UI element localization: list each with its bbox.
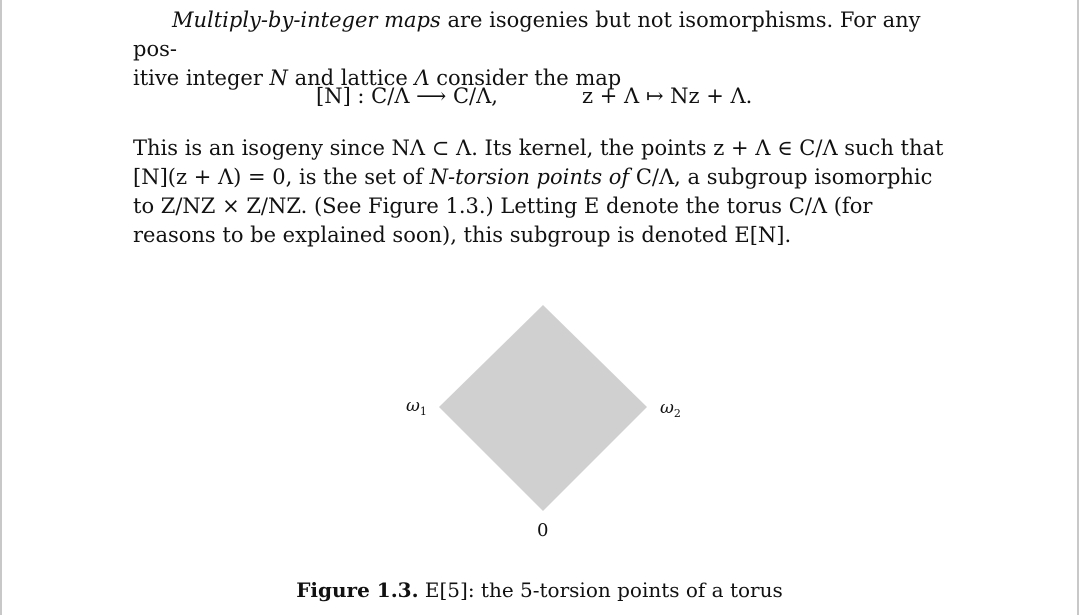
page-frame-left: [0, 0, 2, 615]
origin-label: 0: [537, 520, 549, 541]
omega2-label: $\omega_2$: [660, 398, 681, 420]
caption-text: E[5]: the 5-torsion points of a torus: [418, 578, 783, 602]
equation-map-definition: [N] : C/Λ ⟶ C/Λ,: [316, 84, 498, 108]
term-torsion-points: N-torsion points of: [429, 165, 630, 189]
paragraph-multiply-maps: Multiply-by-integer maps are isogenies but not isomorphisms. For any pos- itive integer N and lattice Λ consider the map: [133, 8, 921, 90]
figure-caption: [0, 578, 1079, 602]
equation-map-formula: z + Λ ↦ Nz + Λ.: [582, 84, 753, 108]
fundamental-parallelogram: [439, 305, 647, 511]
paragraph-isogeny-kernel: This is an isogeny since NΛ ⊂ Λ. Its kernel, the points z + Λ ∈ C/Λ such that [N](z + Λ) = 0, is the set of N-torsion points of C/Λ, a subgroup isomorphic to Z/NZ × Z/NZ. (See Figure 1.3.) Letting E denote the torus C/Λ (for reasons to be explained soon), this subgroup is denoted E[N].: [133, 136, 944, 247]
term-multiply-by-integer: Multiply-by-integer maps: [172, 8, 441, 32]
torus-figure: [380, 290, 700, 530]
caption-label: Figure 1.3.: [296, 578, 419, 602]
omega1-label: $\omega_1$: [406, 396, 427, 418]
